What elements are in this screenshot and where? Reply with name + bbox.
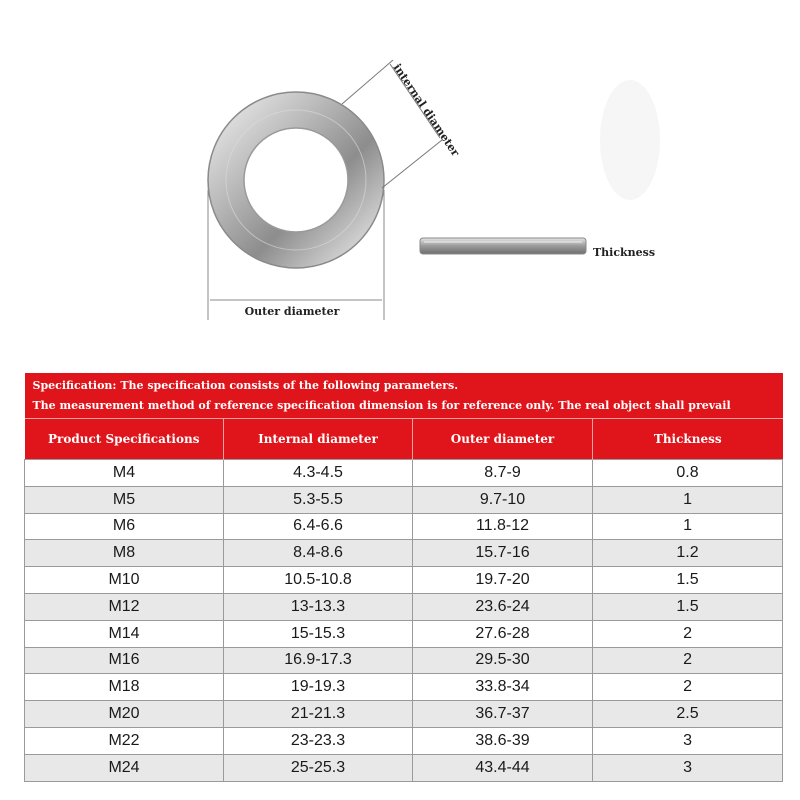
cell-thickness: 0.8 xyxy=(593,460,783,487)
cell-thickness: 3 xyxy=(593,727,783,754)
washer-top-view xyxy=(208,92,384,268)
cell-spec: M24 xyxy=(25,754,224,781)
cell-outer-diameter: 15.7-16 xyxy=(413,540,593,567)
cell-internal-diameter: 19-19.3 xyxy=(224,674,413,701)
cell-spec: M18 xyxy=(25,674,224,701)
washer-diagram xyxy=(0,0,800,370)
cell-outer-diameter: 27.6-28 xyxy=(413,620,593,647)
cell-internal-diameter: 10.5-10.8 xyxy=(224,567,413,594)
spec-note-row xyxy=(25,396,783,419)
table-row xyxy=(25,513,783,540)
cell-internal-diameter: 25-25.3 xyxy=(224,754,413,781)
thickness-label: Thickness xyxy=(593,246,656,259)
header-outer-diameter: Outer diameter xyxy=(413,419,593,460)
cell-outer-diameter: 38.6-39 xyxy=(413,727,593,754)
cell-internal-diameter: 15-15.3 xyxy=(224,620,413,647)
cell-thickness: 2 xyxy=(593,674,783,701)
table-row xyxy=(25,593,783,620)
cell-outer-diameter: 9.7-10 xyxy=(413,486,593,513)
cell-internal-diameter: 5.3-5.5 xyxy=(224,486,413,513)
cell-outer-diameter: 29.5-30 xyxy=(413,647,593,674)
cell-spec: M8 xyxy=(25,540,224,567)
cell-internal-diameter: 13-13.3 xyxy=(224,593,413,620)
table-row xyxy=(25,460,783,487)
table-row xyxy=(25,754,783,781)
cell-outer-diameter: 43.4-44 xyxy=(413,754,593,781)
cell-thickness: 1.5 xyxy=(593,567,783,594)
cell-spec: M6 xyxy=(25,513,224,540)
table-row xyxy=(25,647,783,674)
washer-side-view xyxy=(420,238,586,254)
cell-outer-diameter: 8.7-9 xyxy=(413,460,593,487)
cell-spec: M5 xyxy=(25,486,224,513)
cell-spec: M22 xyxy=(25,727,224,754)
cell-thickness: 3 xyxy=(593,754,783,781)
cell-spec: M20 xyxy=(25,701,224,728)
cell-outer-diameter: 33.8-34 xyxy=(413,674,593,701)
cell-spec: M14 xyxy=(25,620,224,647)
cell-spec: M12 xyxy=(25,593,224,620)
cell-internal-diameter: 21-21.3 xyxy=(224,701,413,728)
spec-note-line-2: The measurement method of reference specification dimension is for reference only. The real object shall prevail xyxy=(25,396,783,419)
cell-internal-diameter: 6.4-6.6 xyxy=(224,513,413,540)
table-row xyxy=(25,674,783,701)
spec-note-row xyxy=(25,373,783,396)
table-row xyxy=(25,620,783,647)
cell-thickness: 1.2 xyxy=(593,540,783,567)
cell-spec: M4 xyxy=(25,460,224,487)
cell-spec: M10 xyxy=(25,567,224,594)
table-row xyxy=(25,727,783,754)
cell-thickness: 2.5 xyxy=(593,701,783,728)
table-row xyxy=(25,486,783,513)
table-row xyxy=(25,540,783,567)
cell-outer-diameter: 11.8-12 xyxy=(413,513,593,540)
spec-note-line-1: Specification: The specification consists of the following parameters. xyxy=(25,373,783,396)
cell-outer-diameter: 36.7-37 xyxy=(413,701,593,728)
cell-thickness: 2 xyxy=(593,620,783,647)
cell-internal-diameter: 16.9-17.3 xyxy=(224,647,413,674)
table-row xyxy=(25,567,783,594)
cell-outer-diameter: 19.7-20 xyxy=(413,567,593,594)
cell-internal-diameter: 4.3-4.5 xyxy=(224,460,413,487)
header-thickness: Thickness xyxy=(593,419,783,460)
cell-spec: M16 xyxy=(25,647,224,674)
outer-diameter-label: Outer diameter xyxy=(244,305,340,318)
cell-thickness: 1 xyxy=(593,513,783,540)
cell-thickness: 2 xyxy=(593,647,783,674)
table-row xyxy=(25,701,783,728)
cell-internal-diameter: 8.4-8.6 xyxy=(224,540,413,567)
internal-diameter-label: internal diameter xyxy=(390,61,463,159)
specification-table xyxy=(24,373,783,782)
header-internal-diameter: Internal diameter xyxy=(224,419,413,460)
cell-thickness: 1 xyxy=(593,486,783,513)
cell-internal-diameter: 23-23.3 xyxy=(224,727,413,754)
header-product-specifications: Product Specifications xyxy=(25,419,224,460)
cell-thickness: 1.5 xyxy=(593,593,783,620)
cell-outer-diameter: 23.6-24 xyxy=(413,593,593,620)
table-header-row xyxy=(25,419,783,460)
washer-shadow xyxy=(600,80,660,200)
